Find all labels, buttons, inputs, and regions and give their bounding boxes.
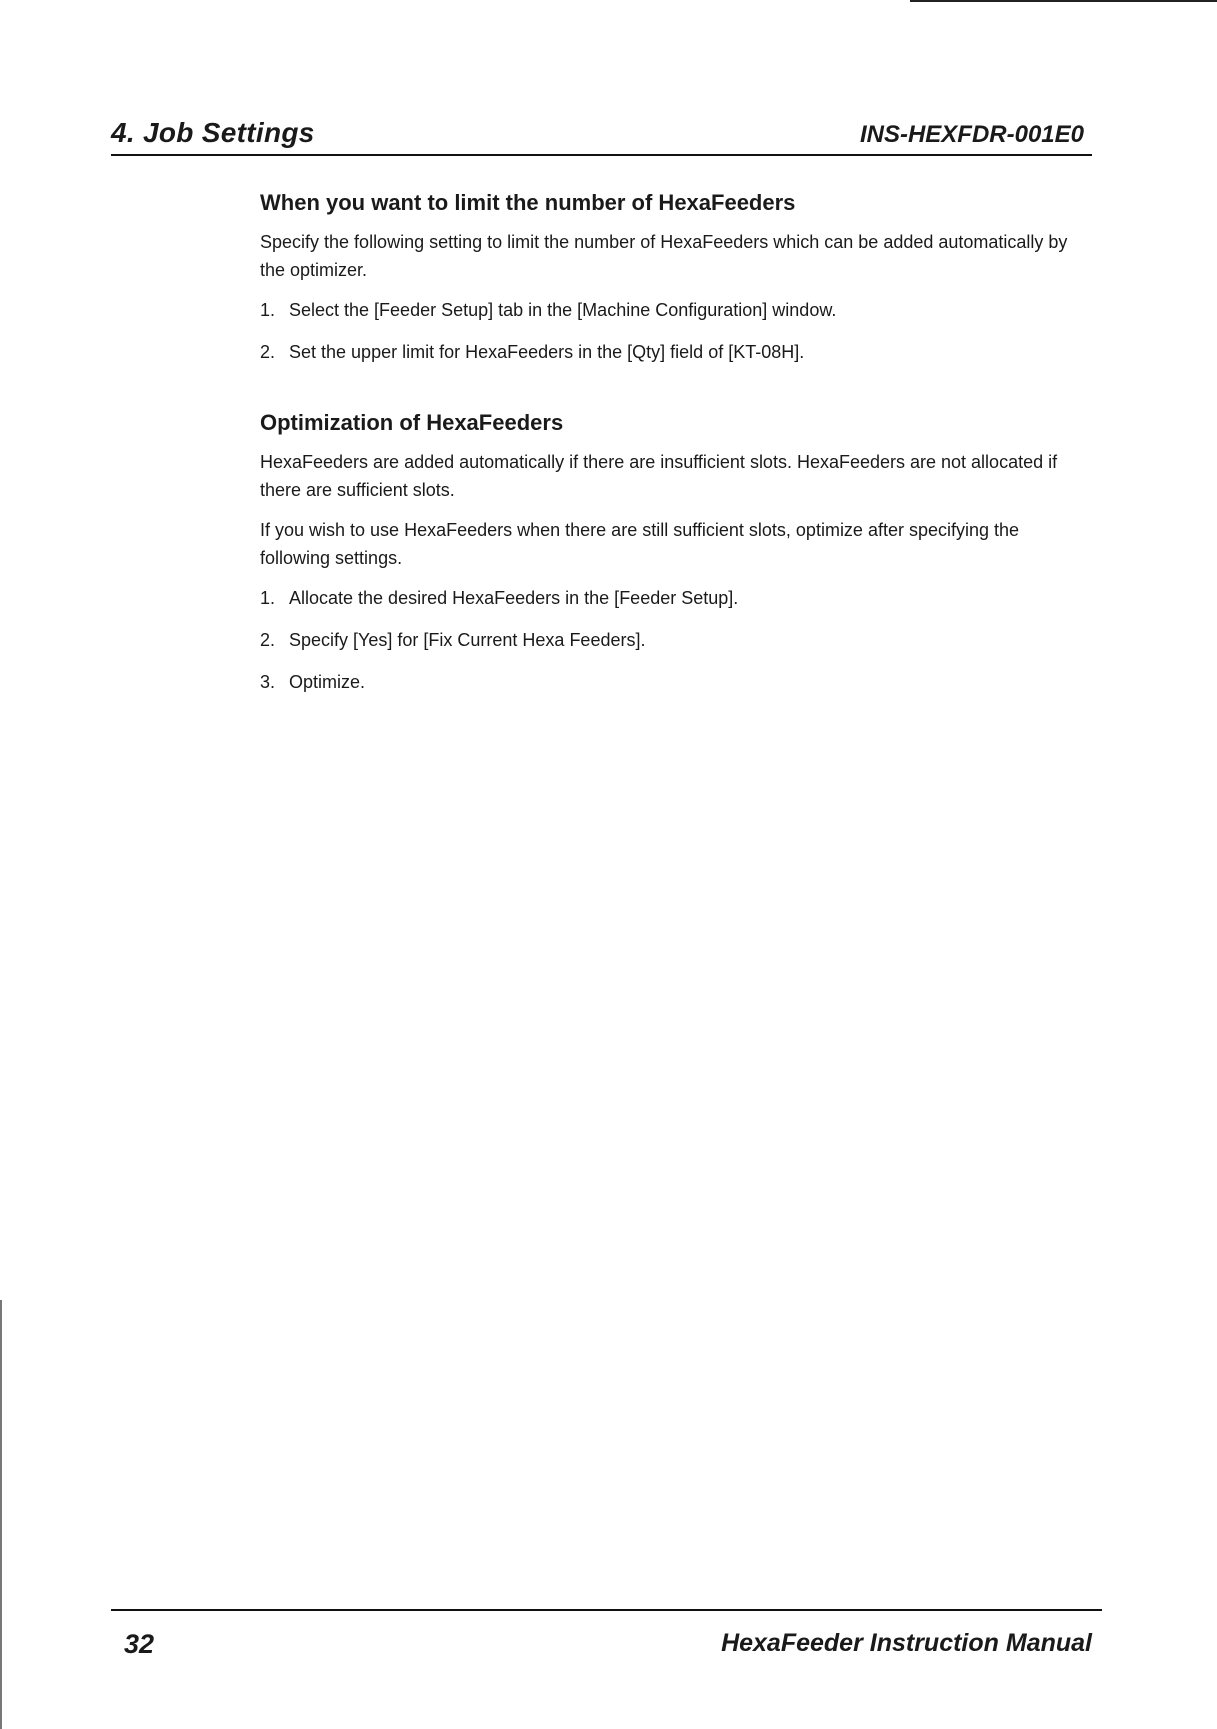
step-number: 1. xyxy=(260,300,276,320)
section-heading: Optimization of HexaFeeders xyxy=(260,410,564,435)
page-header xyxy=(111,112,1092,156)
page-edge-line xyxy=(910,0,1217,2)
step-number: 2. xyxy=(260,630,276,650)
steps-list xyxy=(260,296,1090,366)
list-item xyxy=(260,668,1090,696)
page-edge-line xyxy=(0,1300,2,1729)
section-intro: Specify the following setting to limit the number of HexaFeeders which can be added automatically by the optimizer. xyxy=(260,232,1068,280)
list-item xyxy=(260,584,1090,612)
list-item xyxy=(260,338,1090,366)
section-heading: When you want to limit the number of HexaFeeders xyxy=(260,190,796,215)
section-limit-hexafeeders xyxy=(260,188,1090,366)
step-text: Specify [Yes] for [Fix Current Hexa Feeders]. xyxy=(289,630,646,650)
section-paragraph: HexaFeeders are added automatically if there are insufficient slots. HexaFeeders are not allocated if there are sufficient slots. xyxy=(260,452,1058,500)
page-number: 32 xyxy=(124,1629,155,1659)
list-item xyxy=(260,626,1090,654)
step-number: 3. xyxy=(260,672,276,692)
list-item xyxy=(260,296,1090,324)
section-optimization xyxy=(260,408,1090,696)
chapter-title: 4. Job Settings xyxy=(111,117,315,148)
step-number: 2. xyxy=(260,342,276,362)
manual-title: HexaFeeder Instruction Manual xyxy=(721,1629,1092,1657)
steps-list xyxy=(260,584,1090,696)
step-text: Set the upper limit for HexaFeeders in the [Qty] field of [KT-08H]. xyxy=(289,342,805,362)
page-footer xyxy=(111,1609,1102,1671)
page-content xyxy=(260,188,1090,710)
step-number: 1. xyxy=(260,588,276,608)
section-paragraph: If you wish to use HexaFeeders when there are still sufficient slots, optimize after specifying the following settings. xyxy=(260,520,1020,568)
step-text: Optimize. xyxy=(289,672,366,692)
document-id: INS-HEXFDR-001E0 xyxy=(859,121,1084,148)
step-text: Allocate the desired HexaFeeders in the [Feeder Setup]. xyxy=(289,588,739,608)
step-text: Select the [Feeder Setup] tab in the [Machine Configuration] window. xyxy=(289,300,837,320)
